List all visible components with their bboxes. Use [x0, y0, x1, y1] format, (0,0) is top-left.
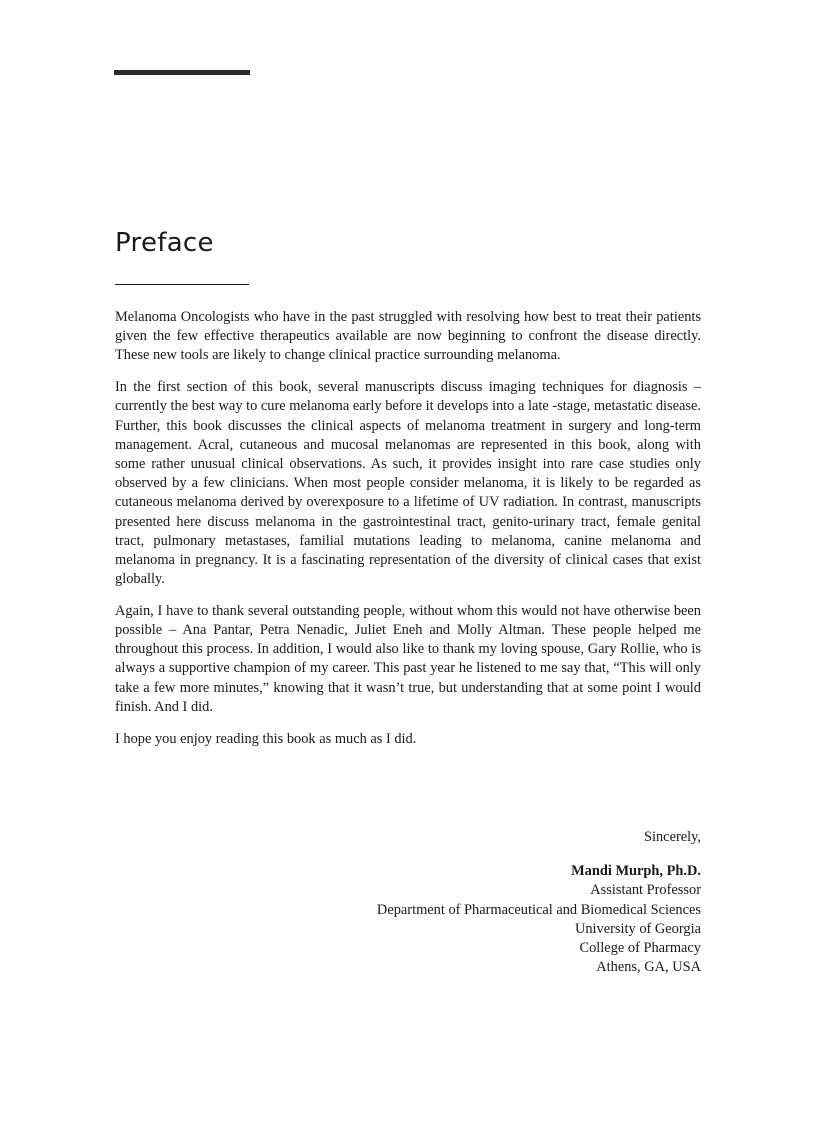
author-position: Assistant Professor — [590, 882, 701, 899]
closing-salutation: Sincerely, — [643, 829, 701, 845]
title-underline-rule — [115, 284, 249, 285]
top-decorative-rule — [114, 70, 250, 75]
preface-body — [115, 308, 701, 749]
author-university: University of Georgia — [574, 920, 701, 937]
page-title: Preface — [115, 228, 214, 258]
paragraph-3: Again, I have to thank several outstanding people, without whom this would not have otherwise been possible – Ana Pantar, Petra Nenadic, Juliet Eneh and Molly Altman. These people helped me throughout this process. In addition, I would also like to thank my loving spouse, Gary Rollie, who is always a supportive champion of my career. This past year he listened to me say that, “This will only take a few more minutes,” knowing that it wasn’t true, but understanding that at some point I would finish. And I did. — [115, 602, 701, 715]
author-department: Department of Pharmaceutical and Biomedical Sciences — [376, 901, 701, 918]
author-college: College of Pharmacy — [579, 940, 701, 957]
paragraph-4: I hope you enjoy reading this book as much as I did. — [115, 730, 417, 747]
signature-block — [115, 862, 701, 978]
author-name: Mandi Murph, Ph.D. — [571, 863, 701, 879]
paragraph-1: Melanoma Oncologists who have in the past struggled with resolving how best to treat their patients given the few effective therapeutics available are now beginning to confront the disease directly. These new tools are likely to change clinical practice surrounding melanoma. — [115, 309, 701, 364]
author-location: Athens, GA, USA — [596, 959, 701, 976]
paragraph-2: In the first section of this book, several manuscripts discuss imaging techniques for diagnosis – currently the best way to cure melanoma early before it develops into a late -stage, metastatic disease. Further, this book discusses the clinical aspects of melanoma treatment in surgery and long-term management. Acral, cutaneous and mucosal melanomas are represented in this book, along with some rather unusual clinical observations. As such, it provides insight into rare case studies only observed by a few clinicians. When most people consider melanoma, it is likely to be regarded as cutaneous melanoma derived by overexposure to a lifetime of UV radiation. In contrast, manuscripts presented here discuss melanoma in the gastrointestinal tract, genito-urinary tract, female genital tract, pulmonary metastases, familial mutations leading to melanoma, canine melanoma and melanoma in pregnancy. It is a fascinating representation of the diversity of clinical cases that exist globally. — [115, 379, 701, 588]
